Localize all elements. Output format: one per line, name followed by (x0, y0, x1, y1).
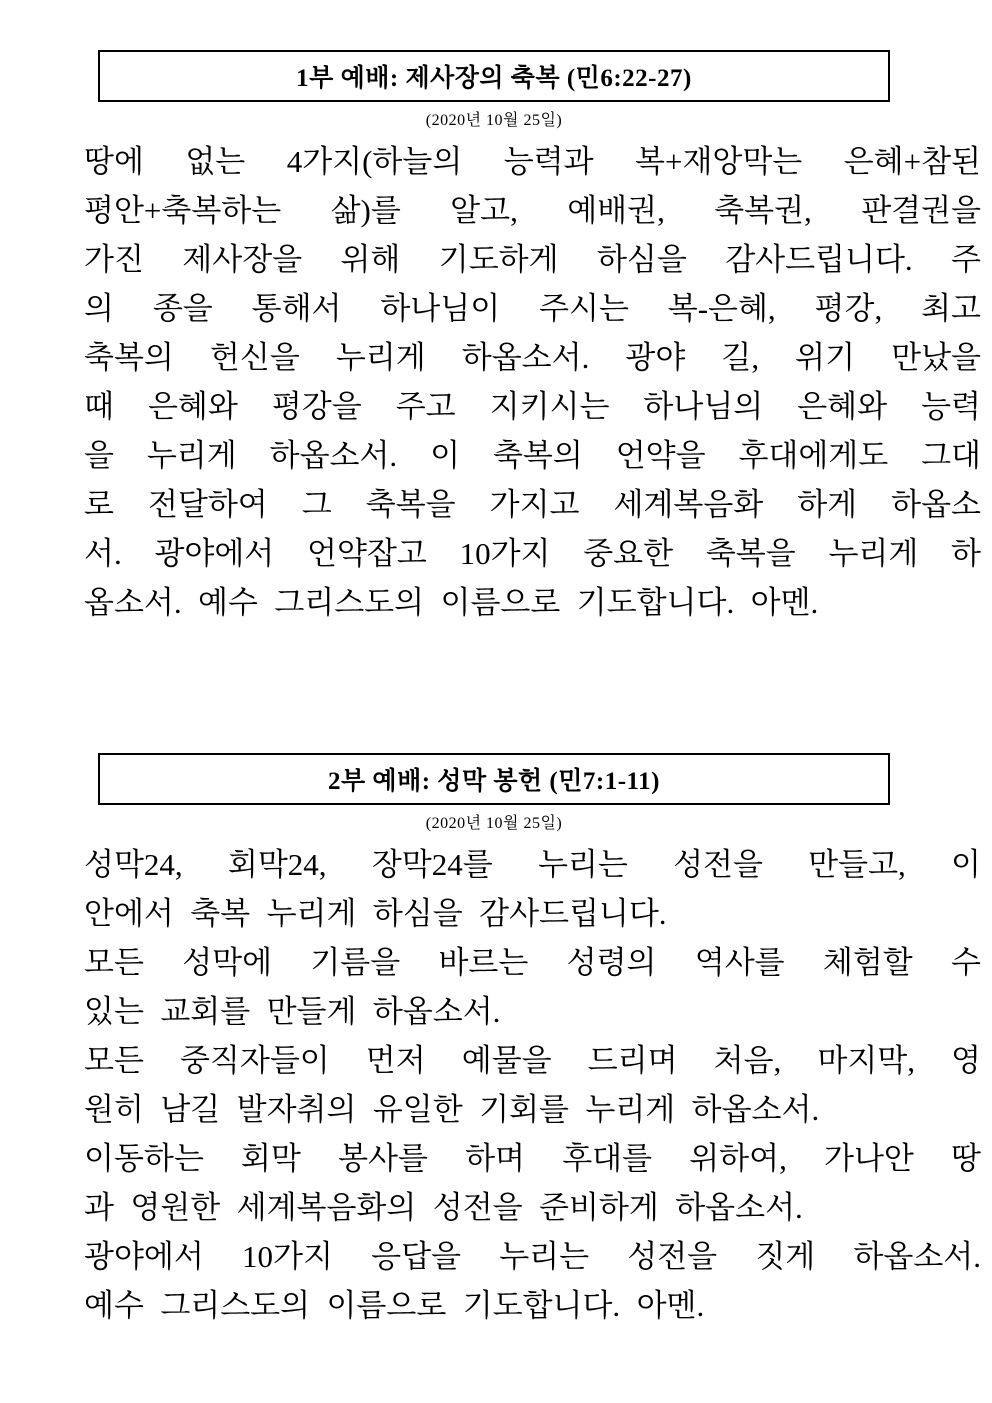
text-line: 성막24, 회막24, 장막24를 누리는 성전을 만들고, 이 (84, 847, 981, 882)
text-line: 모든 성막에 기름을 바르는 성령의 역사를 체험할 수 (84, 945, 981, 980)
text-line: 때 은혜와 평강을 주고 지키시는 하나님의 은혜와 능력 (84, 389, 981, 424)
text-line: 원히 남길 발자취의 유일한 기회를 누리게 하옵소서. (84, 1092, 820, 1127)
prayer-text (84, 137, 981, 627)
section-first-service (0, 50, 992, 627)
section-title: 2부 예배: 성막 봉헌 (민7:1-11) (328, 768, 660, 795)
section-title-box (98, 753, 890, 805)
text-line: 땅에 없는 4가지(하늘의 능력과 복+재앙막는 은혜+참된 (84, 144, 981, 179)
text-line: 광야에서 10가지 응답을 누리는 성전을 짓게 하옵소서. (84, 1239, 981, 1274)
text-line: 서. 광야에서 언약잡고 10가지 중요한 축복을 누리게 하 (84, 536, 981, 571)
section-date: (2020년 10월 25일) (425, 112, 563, 129)
text-line: 을 누리게 하옵소서. 이 축복의 언약을 후대에게도 그대 (84, 438, 981, 473)
text-line: 옵소서. 예수 그리스도의 이름으로 기도합니다. 아멘. (84, 585, 819, 620)
text-line: 축복의 헌신을 누리게 하옵소서. 광야 길, 위기 만났을 (84, 340, 981, 375)
text-line: 평안+축복하는 삶)를 알고, 예배권, 축복권, 판결권을 (84, 193, 981, 228)
section-title: 1부 예배: 제사장의 축복 (민6:22-27) (296, 65, 692, 92)
prayer-text (84, 840, 981, 1330)
text-line: 이동하는 회막 봉사를 하며 후대를 위하여, 가나안 땅 (84, 1141, 981, 1176)
section-second-service (0, 753, 992, 1330)
text-line: 안에서 축복 누리게 하심을 감사드립니다. (84, 896, 667, 931)
text-line: 가진 제사장을 위해 기도하게 하심을 감사드립니다. 주 (84, 242, 981, 277)
text-line: 과 영원한 세계복음화의 성전을 준비하게 하옵소서. (84, 1190, 803, 1225)
section-date: (2020년 10월 25일) (425, 815, 563, 832)
text-line: 예수 그리스도의 이름으로 기도합니다. 아멘. (84, 1288, 705, 1323)
section-title-box (98, 50, 890, 102)
text-line: 로 전달하여 그 축복을 가지고 세계복음화 하게 하옵소 (84, 487, 981, 522)
text-line: 있는 교회를 만들게 하옵소서. (84, 994, 501, 1029)
text-line: 모든 중직자들이 먼저 예물을 드리며 처음, 마지막, 영 (84, 1043, 981, 1078)
text-line: 의 종을 통해서 하나님이 주시는 복-은혜, 평강, 최고 (84, 291, 981, 326)
